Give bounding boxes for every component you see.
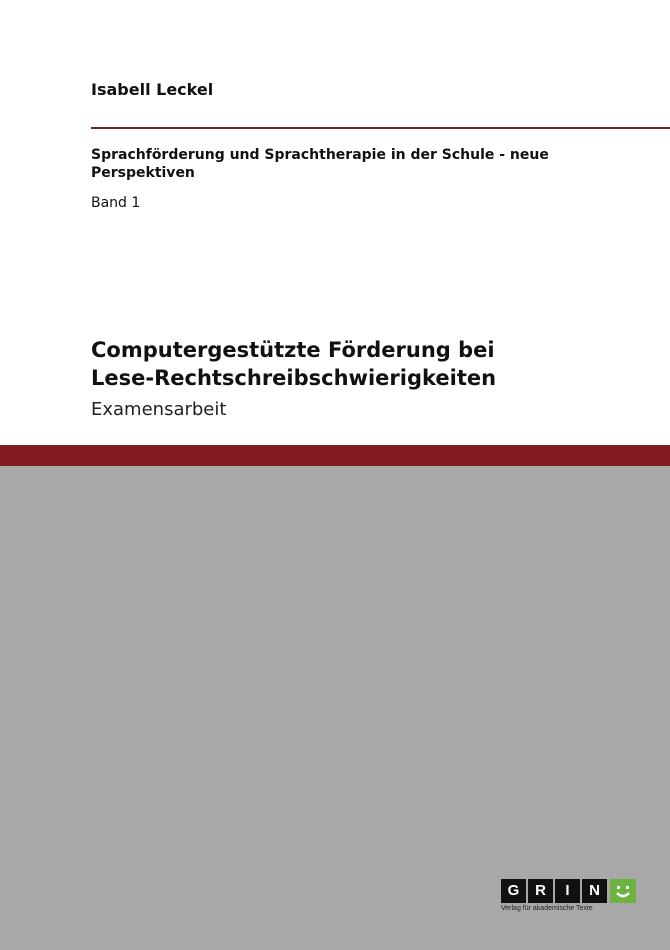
logo-letter: G [501, 879, 526, 903]
book-title [91, 336, 496, 392]
logo-letter: R [528, 879, 553, 903]
title-line-1: Computergestützte Förderung bei [91, 338, 495, 362]
logo-letter: N [582, 879, 607, 903]
title-line-2: Lese-Rechtschreibschwierigkeiten [91, 366, 497, 390]
series-title: Sprachförderung und Sprachtherapie in der Schule - neue Perspektiven [91, 147, 549, 181]
book-subtitle: Examensarbeit [91, 399, 227, 420]
divider-rule [91, 127, 670, 129]
smiley-icon [610, 879, 636, 903]
volume-label: Band 1 [91, 195, 141, 211]
grey-area [0, 466, 670, 950]
author-name: Isabell Leckel [91, 80, 214, 99]
red-band [0, 445, 670, 466]
logo-letter: I [555, 879, 580, 903]
publisher-tagline: Verlag für akademische Texte [501, 905, 593, 912]
